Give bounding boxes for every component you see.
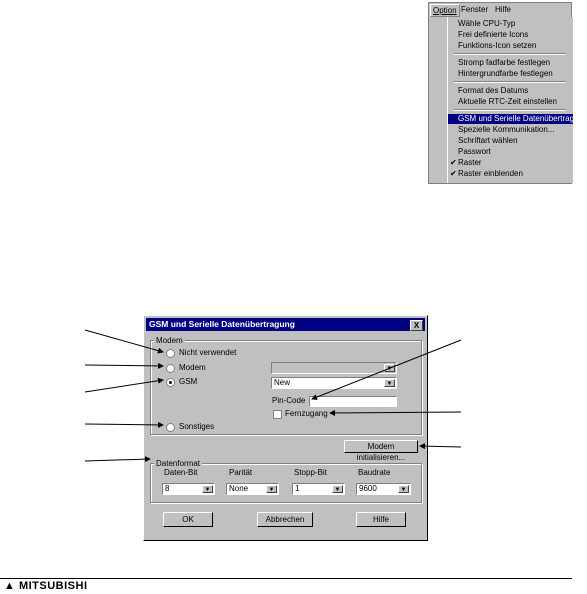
mitsubishi-diamond-icon: ▲ bbox=[4, 580, 16, 592]
stop-bits-value: 1 bbox=[295, 484, 300, 493]
menu-item-custom-icons[interactable]: Frei definierte Icons bbox=[458, 30, 529, 39]
chevron-down-icon[interactable]: ▼ bbox=[332, 485, 343, 493]
menu-item-password[interactable]: Passwort bbox=[458, 147, 491, 156]
menu-item-gsm-serial[interactable]: GSM und Serielle Datenübertragung bbox=[448, 114, 573, 124]
menu-item-cpu-type[interactable]: Wähle CPU-Typ bbox=[458, 19, 516, 28]
mitsubishi-logo-text: MITSUBISHI bbox=[18, 580, 88, 592]
arrow-not-used bbox=[85, 330, 163, 352]
chevron-down-icon[interactable]: ▼ bbox=[266, 485, 277, 493]
dialog-title: GSM und Serielle Datenübertragung bbox=[149, 319, 295, 329]
ok-button-label: OK bbox=[182, 515, 194, 524]
gsm-select-value: New bbox=[274, 378, 291, 387]
stop-bits-label: Stopp-Bit bbox=[294, 468, 327, 477]
radio-other-label: Sonstiges bbox=[179, 422, 215, 431]
footer-divider bbox=[0, 578, 572, 579]
arrow-modem bbox=[85, 365, 163, 366]
chevron-down-icon[interactable]: ▼ bbox=[384, 379, 395, 387]
menu-item-function-icon[interactable]: Funktions-Icon setzen bbox=[458, 41, 537, 50]
baud-rate-label: Baudrate bbox=[358, 468, 391, 477]
modem-group-label: Modem bbox=[156, 336, 183, 345]
radio-gsm-label: GSM bbox=[179, 377, 198, 386]
arrow-data-format bbox=[85, 459, 150, 461]
radio-modem-label: Modem bbox=[179, 363, 206, 372]
menu-hilfe-label: Hilfe bbox=[495, 5, 512, 14]
data-bits-label: Daten-Bit bbox=[164, 468, 198, 477]
menu-item-rtc-time[interactable]: Aktuelle RTC-Zeit einstellen bbox=[458, 97, 558, 106]
menu-item-date-format[interactable]: Format des Datums bbox=[458, 86, 529, 95]
arrow-pin-code bbox=[312, 340, 461, 399]
menu-item-current-color[interactable]: Stromp fadfarbe festlegen bbox=[458, 58, 551, 67]
menu-option-label: Option bbox=[433, 6, 457, 15]
mitsubishi-logo bbox=[4, 580, 88, 592]
parity-value: None bbox=[229, 484, 249, 493]
chevron-down-icon[interactable]: ▼ bbox=[202, 485, 213, 493]
parity-label: Parität bbox=[229, 468, 253, 477]
checkmark-icon: ✔ bbox=[450, 169, 457, 178]
menu-fenster-label: Fenster bbox=[461, 5, 489, 14]
data-bits-value: 8 bbox=[165, 484, 170, 493]
data-format-group-label: Datenformat bbox=[156, 459, 201, 468]
pin-code-label: Pin-Code bbox=[272, 396, 306, 405]
radio-not-used-label: Nicht verwendet bbox=[179, 348, 237, 357]
arrow-other bbox=[85, 424, 163, 425]
close-icon: X bbox=[413, 321, 420, 330]
remote-access-label: Fernzugang bbox=[285, 409, 328, 418]
menu-item-font[interactable]: Schriftart wählen bbox=[458, 136, 518, 145]
arrow-init-modem bbox=[420, 446, 461, 447]
chevron-down-icon[interactable]: ▼ bbox=[398, 485, 409, 493]
checkmark-icon: ✔ bbox=[450, 158, 457, 167]
arrow-remote-access bbox=[330, 412, 461, 413]
chevron-down-icon[interactable]: ▼ bbox=[384, 364, 395, 372]
menu-item-background-color[interactable]: Hintergrundfarbe festlegen bbox=[458, 69, 553, 78]
arrow-gsm bbox=[85, 380, 163, 392]
help-button-label: Hilfe bbox=[372, 515, 389, 524]
baud-rate-value: 9600 bbox=[359, 484, 377, 493]
cancel-button-label: Abbrechen bbox=[265, 515, 305, 524]
menu-item-special-comm[interactable]: Spezielle Kommunikation... bbox=[458, 125, 555, 134]
menu-item-grid-label: Raster bbox=[458, 158, 482, 167]
menu-item-show-grid-label: Raster einblenden bbox=[458, 169, 523, 178]
init-modem-button-label: Modem initialisieren... bbox=[356, 442, 406, 462]
